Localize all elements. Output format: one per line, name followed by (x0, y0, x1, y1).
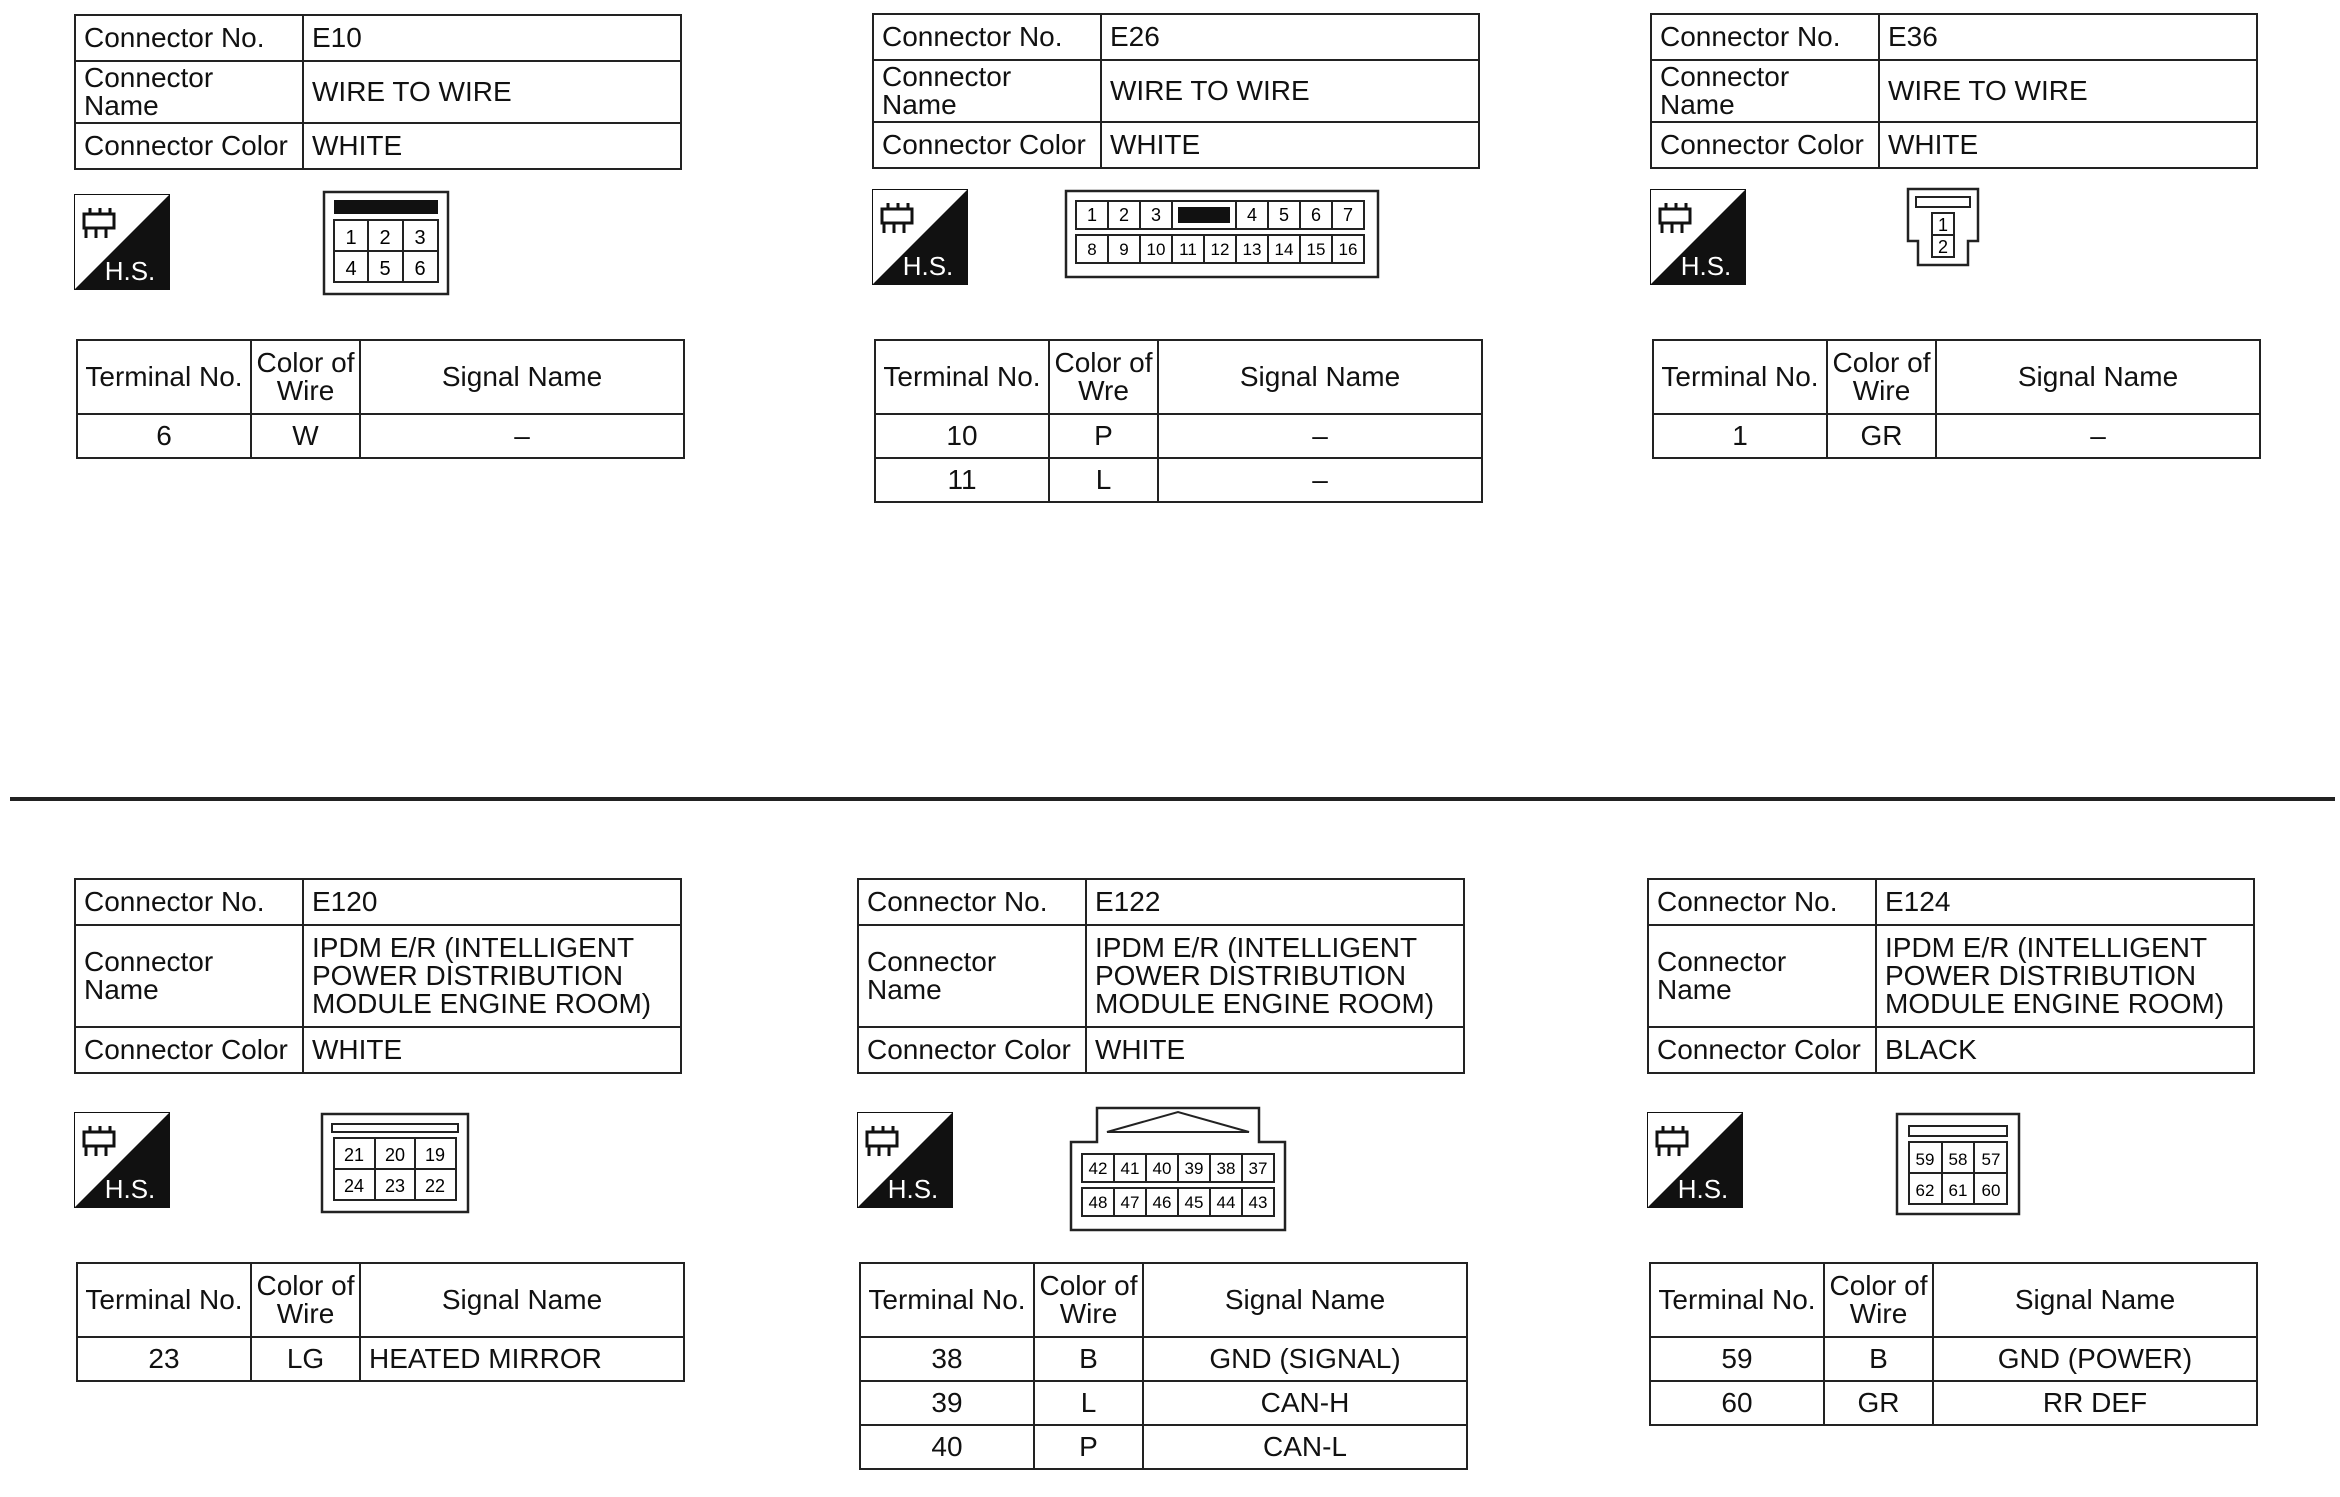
signal-name-header: Signal Name (1143, 1263, 1467, 1337)
terminal-cell: 40 (860, 1425, 1034, 1469)
wire-cell: B (1824, 1337, 1933, 1381)
pin-label: 4 (345, 258, 357, 280)
pin-label: 43 (1248, 1193, 1268, 1212)
pin-label: 12 (1210, 240, 1230, 259)
connector-info-table (74, 878, 682, 1074)
connector-no-label: Connector No. (873, 14, 1101, 60)
connector-name-value: IPDM E/R (INTELLIGENT POWER DISTRIBUTION MODULE ENGINE ROOM) (303, 925, 681, 1027)
pin-label: 5 (379, 258, 391, 280)
signal-cell: – (1158, 458, 1482, 502)
connector-name-value: WIRE TO WIRE (1101, 60, 1479, 122)
section-divider (10, 797, 2335, 801)
wire-color-header: Color of Wre (1049, 340, 1158, 414)
pin-label: 15 (1306, 240, 1326, 259)
connector-name-label: Connector Name (1651, 60, 1879, 122)
pin-label: 38 (1216, 1159, 1236, 1178)
wire-color-header: Color of Wire (251, 1263, 360, 1337)
connector-name-value: IPDM E/R (INTELLIGENT POWER DISTRIBUTION MODULE ENGINE ROOM) (1876, 925, 2254, 1027)
terminal-no-header: Terminal No. (860, 1263, 1034, 1337)
table-row (875, 458, 1482, 502)
pin-label: 1 (1937, 215, 1949, 235)
signal-cell: RR DEF (1933, 1381, 2257, 1425)
pin-label: 9 (1119, 240, 1129, 259)
connector-info-table (1650, 13, 2258, 169)
terminal-cell: 1 (1653, 414, 1827, 458)
wire-color-header: Color of Wire (1827, 340, 1936, 414)
wire-cell: L (1034, 1381, 1143, 1425)
terminal-no-header: Terminal No. (1653, 340, 1827, 414)
connector-no-value: E36 (1879, 14, 2257, 60)
pin-label: 6 (1310, 205, 1322, 225)
connector-face-e122 (1067, 1106, 1289, 1234)
signal-cell: GND (POWER) (1933, 1337, 2257, 1381)
terminal-cell: 11 (875, 458, 1049, 502)
pin-label: 61 (1948, 1181, 1968, 1200)
pin-label: 40 (1152, 1159, 1172, 1178)
connector-no-label: Connector No. (1648, 879, 1876, 925)
terminal-cell: 39 (860, 1381, 1034, 1425)
harness-side-icon (1650, 189, 1746, 285)
blocked-slot-fill (1178, 207, 1230, 223)
wire-cell: GR (1824, 1381, 1933, 1425)
connector-color-label: Connector Color (1651, 122, 1879, 168)
pin-label: 60 (1981, 1181, 2001, 1200)
terminal-cell: 60 (1650, 1381, 1824, 1425)
connector-color-label: Connector Color (75, 1027, 303, 1073)
signal-cell: – (1936, 414, 2260, 458)
hs-label: H.S. (1677, 1174, 1729, 1204)
terminal-table (76, 1262, 685, 1382)
connector-no-value: E120 (303, 879, 681, 925)
pin-label: 11 (1179, 240, 1197, 259)
signal-name-header: Signal Name (1933, 1263, 2257, 1337)
terminal-cell: 23 (77, 1337, 251, 1381)
connector-no-value: E10 (303, 15, 681, 61)
wire-cell: P (1049, 414, 1158, 458)
signal-name-header: Signal Name (360, 1263, 684, 1337)
connector-color-value: WHITE (1101, 122, 1479, 168)
terminal-no-header: Terminal No. (77, 1263, 251, 1337)
connector-no-label: Connector No. (1651, 14, 1879, 60)
signal-cell: CAN-H (1143, 1381, 1467, 1425)
pin-label: 2 (379, 227, 391, 249)
table-row (860, 1337, 1467, 1381)
harness-side-icon (872, 189, 968, 285)
wire-cell: W (251, 414, 360, 458)
terminal-cell: 10 (875, 414, 1049, 458)
pin-label: 22 (424, 1176, 446, 1196)
pin-label: 3 (1150, 205, 1162, 225)
terminal-table (874, 339, 1483, 503)
connector-color-value: WHITE (303, 123, 681, 169)
connector-name-value: WIRE TO WIRE (303, 61, 681, 123)
pin-label: 13 (1242, 240, 1262, 259)
connector-name-label: Connector Name (858, 925, 1086, 1027)
pin-label: 5 (1278, 205, 1290, 225)
connector-color-label: Connector Color (873, 122, 1101, 168)
table-row (1650, 1337, 2257, 1381)
harness-side-icon (74, 1112, 170, 1208)
connector-no-label: Connector No. (75, 15, 303, 61)
harness-side-icon (1647, 1112, 1743, 1208)
table-row (860, 1425, 1467, 1469)
pin-label: 4 (1246, 205, 1258, 225)
terminal-table (1652, 339, 2261, 459)
pin-label: 39 (1184, 1159, 1204, 1178)
pin-label: 2 (1118, 205, 1130, 225)
connector-color-label: Connector Color (858, 1027, 1086, 1073)
connector-color-value: BLACK (1876, 1027, 2254, 1073)
signal-cell: GND (SIGNAL) (1143, 1337, 1467, 1381)
connector-info-table (857, 878, 1465, 1074)
connector-no-label: Connector No. (858, 879, 1086, 925)
pin-label: 2 (1937, 237, 1949, 257)
hs-label: H.S. (887, 1174, 939, 1204)
terminal-no-header: Terminal No. (77, 340, 251, 414)
pin-label: 46 (1152, 1193, 1172, 1212)
pin-label: 48 (1088, 1193, 1108, 1212)
wire-cell: B (1034, 1337, 1143, 1381)
terminal-table (859, 1262, 1468, 1470)
pin-label: 1 (1086, 205, 1098, 225)
connector-no-value: E122 (1086, 879, 1464, 925)
pin-label: 45 (1184, 1193, 1204, 1212)
connector-color-label: Connector Color (1648, 1027, 1876, 1073)
pin-label: 14 (1274, 240, 1294, 259)
terminal-cell: 59 (1650, 1337, 1824, 1381)
pin-label: 44 (1216, 1193, 1236, 1212)
signal-cell: – (360, 414, 684, 458)
connector-name-label: Connector Name (1648, 925, 1876, 1027)
pin-label: 58 (1948, 1150, 1968, 1169)
pin-label: 41 (1120, 1159, 1140, 1178)
pin-label: 19 (424, 1145, 446, 1165)
connector-face-e10 (322, 190, 450, 296)
pin-label: 1 (345, 227, 357, 249)
pin-label: 7 (1342, 205, 1354, 225)
signal-cell: CAN-L (1143, 1425, 1467, 1469)
pin-label: 37 (1248, 1159, 1268, 1178)
terminal-cell: 6 (77, 414, 251, 458)
table-row (77, 414, 684, 458)
table-row (1650, 1381, 2257, 1425)
hs-label: H.S. (104, 1174, 156, 1204)
table-row (1653, 414, 2260, 458)
pin-label: 57 (1981, 1150, 2001, 1169)
wire-cell: GR (1827, 414, 1936, 458)
table-row (77, 1337, 684, 1381)
connector-info-table (74, 14, 682, 170)
terminal-no-header: Terminal No. (875, 340, 1049, 414)
connector-no-label: Connector No. (75, 879, 303, 925)
terminal-table (1649, 1262, 2258, 1426)
signal-cell: – (1158, 414, 1482, 458)
hs-label: H.S. (1680, 251, 1732, 281)
pin-label: 59 (1915, 1150, 1935, 1169)
hs-label: H.S. (902, 251, 954, 281)
wire-color-header: Color of Wire (1824, 1263, 1933, 1337)
connector-name-label: Connector Name (873, 60, 1101, 122)
pin-label: 20 (384, 1145, 406, 1165)
wire-cell: LG (251, 1337, 360, 1381)
table-row (875, 414, 1482, 458)
connector-name-value: IPDM E/R (INTELLIGENT POWER DISTRIBUTION MODULE ENGINE ROOM) (1086, 925, 1464, 1027)
pin-label: 10 (1146, 240, 1166, 259)
pin-label: 3 (414, 227, 426, 249)
pin-label: 62 (1915, 1181, 1935, 1200)
connector-face-e36 (1906, 187, 1980, 273)
signal-name-header: Signal Name (360, 340, 684, 414)
hs-label: H.S. (104, 256, 156, 286)
signal-name-header: Signal Name (1936, 340, 2260, 414)
wire-color-header: Color of Wire (251, 340, 360, 414)
connector-color-value: WHITE (1086, 1027, 1464, 1073)
connector-name-value: WIRE TO WIRE (1879, 60, 2257, 122)
connector-no-value: E26 (1101, 14, 1479, 60)
connector-color-value: WHITE (303, 1027, 681, 1073)
connector-info-table (1647, 878, 2255, 1074)
pin-label: 23 (384, 1176, 406, 1196)
connector-no-value: E124 (1876, 879, 2254, 925)
terminal-cell: 38 (860, 1337, 1034, 1381)
pin-label: 8 (1087, 240, 1097, 259)
wire-color-header: Color of Wire (1034, 1263, 1143, 1337)
connector-name-label: Connector Name (75, 925, 303, 1027)
connector-face-e120 (320, 1112, 470, 1214)
harness-side-icon (74, 194, 170, 290)
connector-face-e124 (1895, 1112, 2021, 1216)
connector-color-value: WHITE (1879, 122, 2257, 168)
connector-name-label: Connector Name (75, 61, 303, 123)
pin-label: 24 (343, 1176, 365, 1196)
terminal-no-header: Terminal No. (1650, 1263, 1824, 1337)
wire-cell: L (1049, 458, 1158, 502)
pin-label: 16 (1338, 240, 1358, 259)
signal-name-header: Signal Name (1158, 340, 1482, 414)
table-row (860, 1381, 1467, 1425)
wire-cell: P (1034, 1425, 1143, 1469)
connector-info-table (872, 13, 1480, 169)
pin-label: 42 (1088, 1159, 1108, 1178)
terminal-table (76, 339, 685, 459)
pin-label: 47 (1120, 1193, 1140, 1212)
signal-cell: HEATED MIRROR (360, 1337, 684, 1381)
harness-side-icon (857, 1112, 953, 1208)
connector-face-e26 (1064, 189, 1380, 279)
connector-color-label: Connector Color (75, 123, 303, 169)
pin-label: 6 (414, 258, 426, 280)
pin-label: 21 (343, 1145, 365, 1165)
